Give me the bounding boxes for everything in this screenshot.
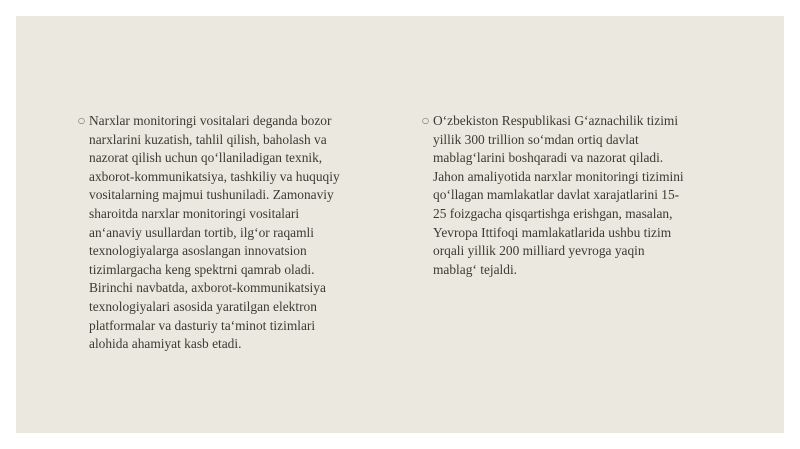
paragraph-line: mablag‘ tejaldi.: [433, 261, 518, 277]
paragraph-line: O‘zbekiston Respublikasi G‘aznachilik tizimi: [433, 113, 679, 128]
paragraph-line: alohida ahamiyat kasb etadi.: [89, 336, 242, 352]
paragraph-line: narxlarini kuzatish, tahlil qilish, baholash va: [89, 131, 327, 147]
left-paragraph: [89, 112, 378, 354]
paragraph-line: Yevropa Ittifoqi mamlakatlarida ushbu tizim: [433, 224, 672, 240]
paragraph-line: tizimlargacha keng spektrni qamrab oladi.: [89, 261, 315, 277]
right-paragraph: [433, 112, 722, 279]
paragraph-line: 25 foizgacha qisqartishga erishgan, masalan,: [433, 205, 673, 221]
paragraph-line: nazorat qilish uchun qo‘llaniladigan texnik,: [89, 150, 323, 166]
paragraph-line: platformalar va dasturiy ta‘minot tizimlari: [89, 317, 316, 333]
paragraph-line: yillik 300 trillion so‘mdan ortiq davlat: [433, 131, 639, 147]
paragraph-line: vositalarning majmui tushuniladi. Zamonaviy: [89, 187, 334, 203]
paragraph-line: Jahon amaliyotida narxlar monitoringi tizimini: [433, 168, 684, 184]
paragraph-line: texnologiyalarga asoslangan innovatsion: [89, 243, 307, 259]
bullet-icon: ○: [422, 116, 429, 125]
paragraph-line: qo‘llagan mamlakatlar davlat xarajatlarini 15-: [433, 187, 680, 203]
paragraph-line: mablag‘larini boshqaradi va nazorat qiladi.: [433, 150, 664, 166]
paragraph-line: axborot-kommunikatsiya, tashkiliy va huquqiy: [89, 168, 340, 184]
slide: [16, 16, 784, 433]
paragraph-line: texnologiyalari asosida yaratilgan elektron: [89, 298, 317, 314]
paragraph-line: orqali yillik 200 milliard yevroga yaqin: [433, 243, 645, 259]
bullet-icon: ○: [78, 116, 85, 125]
paragraph-line: an‘anaviy usullardan tortib, ilg‘or raqamli: [89, 224, 314, 240]
paragraph-line: Narxlar monitoringi vositalari deganda bozor: [89, 113, 332, 128]
paragraph-line: Birinchi navbatda, axborot-kommunikatsiya: [89, 280, 326, 296]
paragraph-line: sharoitda narxlar monitoringi vositalari: [89, 205, 300, 221]
